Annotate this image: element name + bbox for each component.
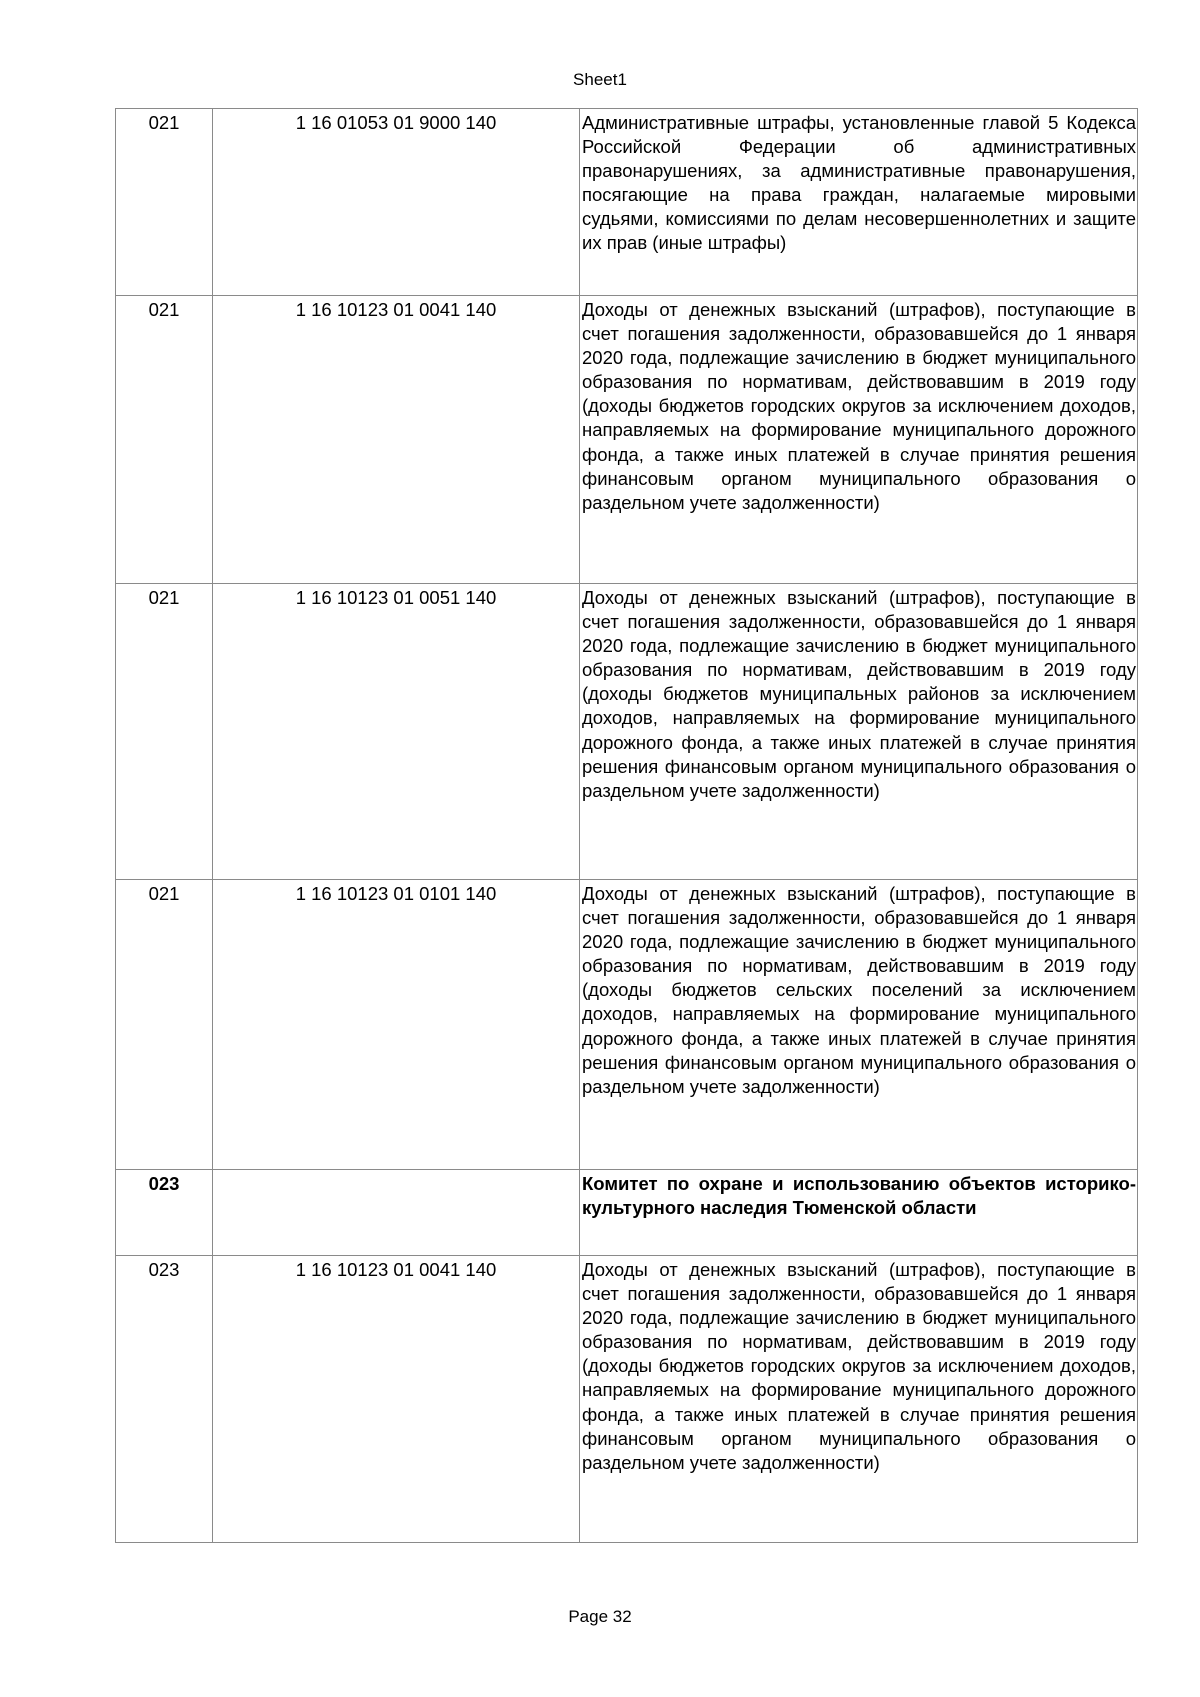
budget-code-cell: 1 16 10123 01 0041 140 [213,1256,580,1543]
budget-code-cell: 1 16 01053 01 9000 140 [213,109,580,296]
budget-code-cell [213,1170,580,1256]
sheet-title: Sheet1 [573,70,627,89]
table-row [116,1256,1138,1543]
table-row [116,109,1138,296]
table-row-section-header [116,1170,1138,1256]
description-cell: Административные штрафы, установленные главой 5 Кодекса Российской Федерации об административных правонарушениях, за административные правонарушения, посягающие на права граждан, налагаемые мировыми судьями, комиссиями по делам несовершеннолетних и защите их прав (иные штрафы) [580,109,1138,296]
admin-code-cell: 023 [116,1170,213,1256]
description-cell: Доходы от денежных взысканий (штрафов), поступающие в счет погашения задолженности, образовавшейся до 1 января 2020 года, подлежащие зачислению в бюджет муниципального образования по нормативам, действовавшим в 2019 году (доходы бюджетов сельских поселений за исключением доходов, направляемых на формирование муниципального дорожного фонда, а также иных платежей в случае принятия решения финансовым органом муниципального образования о раздельном учете задолженности) [580,880,1138,1170]
budget-code-cell: 1 16 10123 01 0051 140 [213,584,580,880]
admin-code-cell: 021 [116,296,213,584]
admin-code-cell: 021 [116,584,213,880]
admin-code-cell: 021 [116,109,213,296]
table-row [116,880,1138,1170]
budget-code-cell: 1 16 10123 01 0041 140 [213,296,580,584]
description-cell: Доходы от денежных взысканий (штрафов), поступающие в счет погашения задолженности, образовавшейся до 1 января 2020 года, подлежащие зачислению в бюджет муниципального образования по нормативам, действовавшим в 2019 году (доходы бюджетов городских округов за исключением доходов, направляемых на формирование муниципального дорожного фонда, а также иных платежей в случае принятия решения финансовым органом муниципального образования о раздельном учете задолженности) [580,296,1138,584]
table-row [116,296,1138,584]
section-title-cell: Комитет по охране и использованию объектов историко-культурного наследия Тюменской области [580,1170,1138,1256]
admin-code-cell: 021 [116,880,213,1170]
page-number: Page 32 [568,1607,632,1626]
description-cell: Доходы от денежных взысканий (штрафов), поступающие в счет погашения задолженности, образовавшейся до 1 января 2020 года, подлежащие зачислению в бюджет муниципального образования по нормативам, действовавшим в 2019 году (доходы бюджетов городских округов за исключением доходов, направляемых на формирование муниципального дорожного фонда, а также иных платежей в случае принятия решения финансовым органом муниципального образования о раздельном учете задолженности) [580,1256,1138,1543]
budget-code-table [115,108,1138,1543]
admin-code-cell: 023 [116,1256,213,1543]
description-cell: Доходы от денежных взысканий (штрафов), поступающие в счет погашения задолженности, образовавшейся до 1 января 2020 года, подлежащие зачислению в бюджет муниципального образования по нормативам, действовавшим в 2019 году (доходы бюджетов муниципальных районов за исключением доходов, направляемых на формирование муниципального дорожного фонда, а также иных платежей в случае принятия решения финансовым органом муниципального образования о раздельном учете задолженности) [580,584,1138,880]
table-row [116,584,1138,880]
budget-code-cell: 1 16 10123 01 0101 140 [213,880,580,1170]
